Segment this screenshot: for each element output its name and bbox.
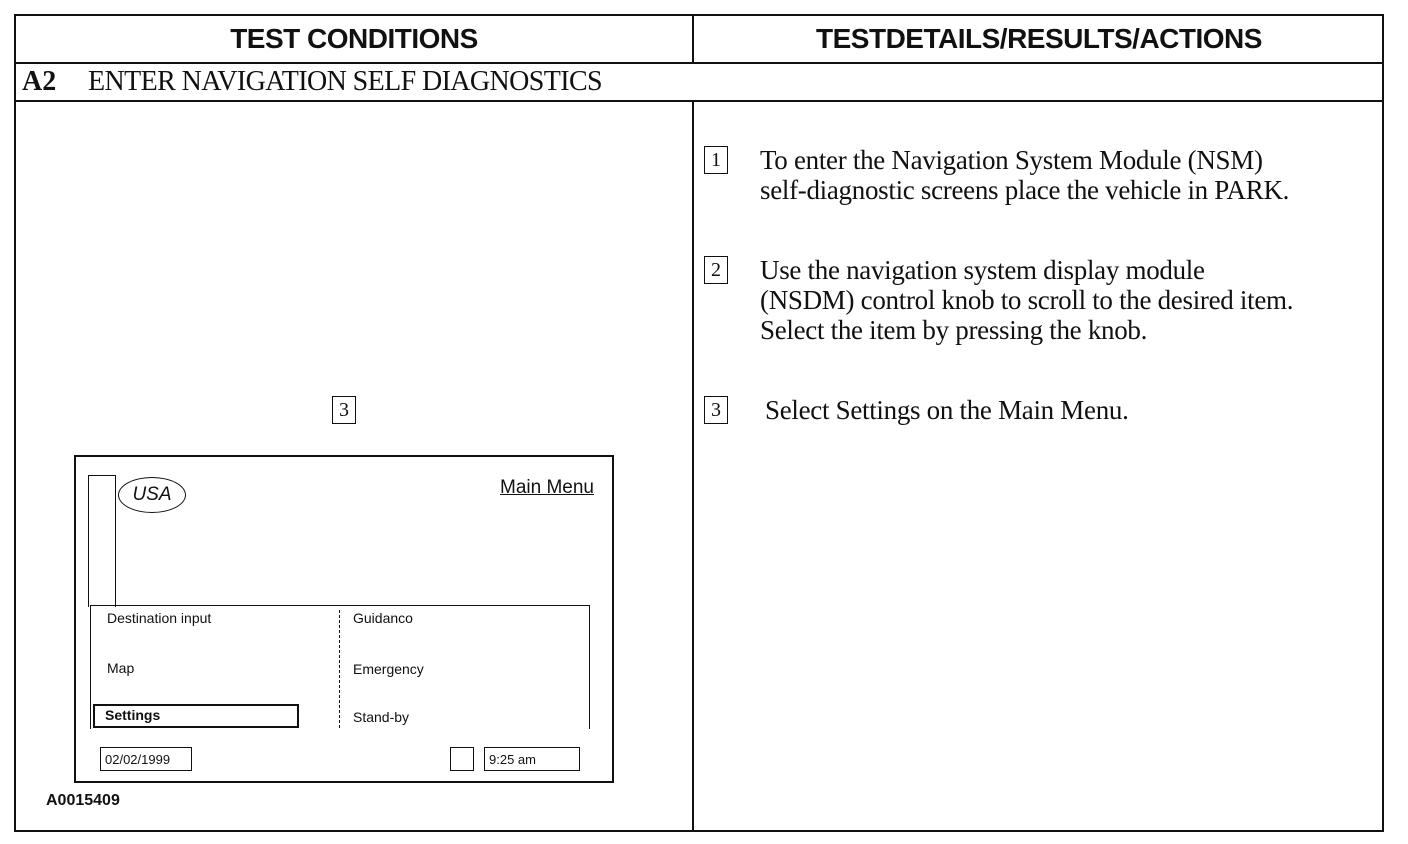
menu-item-destination-input[interactable]: Destination input [107, 610, 212, 626]
instruction-1-number: 1 [704, 146, 728, 174]
figure-code: A0015409 [46, 792, 120, 809]
step-title: ENTER NAVIGATION SELF DIAGNOSTICS [88, 66, 603, 97]
illustration-callout: 3 [332, 396, 356, 424]
instruction-3-line-1: Select Settings on the Main Menu. [765, 395, 1129, 425]
menu-item-emergency[interactable]: Emergency [353, 661, 424, 677]
instruction-2-text [760, 255, 1293, 345]
date-display: 02/02/1999 [100, 747, 192, 771]
menu-item-settings[interactable]: Settings [93, 704, 299, 728]
navigation-screen-illustration [74, 455, 614, 783]
menu-item-guidance[interactable]: Guidanco [353, 610, 413, 626]
menu-item-map[interactable]: Map [107, 660, 135, 676]
instruction-2-line-2: (NSDM) control knob to scroll to the desired item. [760, 285, 1294, 315]
instruction-3-text [765, 395, 1129, 425]
time-display: 9:25 am [484, 747, 580, 771]
instruction-2-line-3: Select the item by pressing the knob. [760, 315, 1148, 345]
step-number: A2 [22, 66, 57, 97]
test-details-header: TESTDETAILS/RESULTS/ACTIONS [816, 23, 1262, 54]
test-conditions-header: TEST CONDITIONS [230, 23, 478, 54]
menu-separator [339, 610, 340, 728]
screen-title: Main Menu [500, 477, 594, 498]
instruction-2-number: 2 [704, 256, 728, 284]
instruction-3-number: 3 [704, 396, 728, 424]
column-divider-body [692, 102, 694, 832]
region-badge: USA [118, 477, 186, 513]
screen-sidebar [88, 475, 116, 607]
instruction-2-line-1: Use the navigation system display module [760, 255, 1205, 285]
status-square-icon [450, 747, 474, 771]
instruction-1-line-2: self-diagnostic screens place the vehicle in PARK. [760, 175, 1290, 205]
instruction-1-line-1: To enter the Navigation System Module (NSM) [760, 145, 1263, 175]
instruction-1-text [760, 145, 1289, 205]
main-menu-panel [90, 605, 590, 729]
step-rule [16, 100, 1382, 102]
menu-item-stand-by[interactable]: Stand-by [353, 709, 410, 725]
step-title-row [22, 64, 602, 100]
